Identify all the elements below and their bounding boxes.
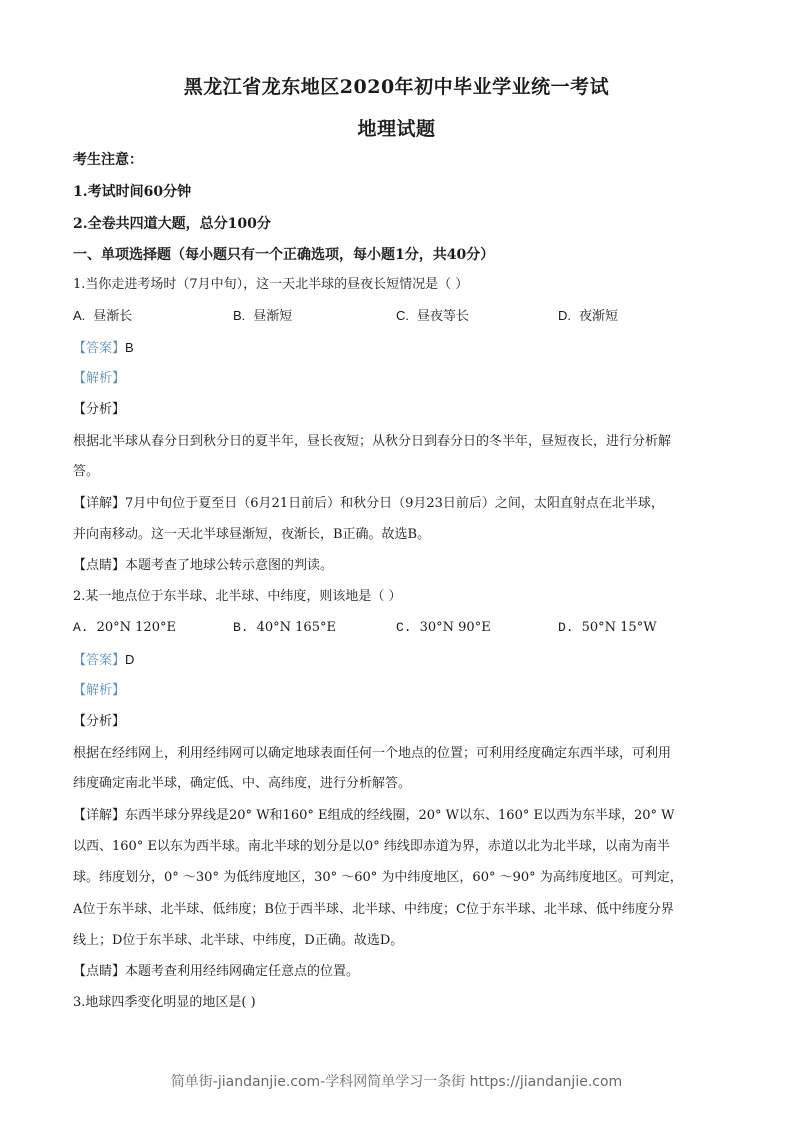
page-subtitle: 地理试题 [357,118,436,140]
answer-line [73,340,725,357]
option-d: D. 夜渐短 [558,308,619,324]
detail-text: 球。纬度划分，0° ～30° 为低纬度地区，30° ～60° 为中纬度地区，60° ～90° 为高纬度地区。可判定， [73,870,683,885]
comment-line: 【点睛】本题考查利用经纬网确定任意点的位置。 [73,964,360,979]
answer-value: D [125,652,135,667]
option-d: D. 50°N 15°W [558,620,657,635]
detail-text: 以西、160° E以东为西半球。南北半球的划分是以0° 纬线即赤道为界，赤道以北为北半球，以南为南半 [73,839,670,854]
answer-line [73,652,725,669]
detail-text: 线上；D位于东半球、北半球、中纬度，D正确。故选D。 [73,933,404,948]
comment-line: 【点睛】本题考查了地球公转示意图的判读。 [73,558,334,573]
option-c: C. 昼夜等长 [396,308,470,324]
fenxi-tag: 【分析】 [73,714,126,729]
detail-tag: 【详解】 [73,808,126,823]
section-heading: 一、单项选择题（每小题只有一个正确选项，每小题1分，共40分） [73,247,495,263]
option-a: A. 20°N 120°E [73,620,176,635]
comment-tag: 【点睛】 [73,558,126,573]
comment-tag: 【点睛】 [73,964,126,979]
option-b: B. 40°N 165°E [233,620,336,635]
detail-line: 【详解】东西半球分界线是20° W和160° E组成的经线圈，20° W以东、160° E以西为东半球，20° W [73,808,675,823]
fenxi-text: 纬度确定南北半球，确定低、中、高纬度，进行分析解答。 [73,776,412,791]
notice-item: 1.考试时间60分钟 [73,184,192,200]
detail-text: 并向南移动。这一天北半球昼渐短，夜渐长，B正确。故选B。 [73,527,431,542]
analysis-tag: 【解析】 [73,371,126,386]
notice-item: 2.全卷共四道大题，总分100分 [73,216,271,232]
fenxi-text: 根据北半球从春分日到秋分日的夏半年，昼长夜短；从秋分日到春分日的冬半年，昼短夜长，进行分析解 [73,434,672,449]
fenxi-text: 根据在经纬网上，利用经纬网可以确定地球表面任何一个地点的位置；可利用经度确定东西半球，可利用 [73,746,672,761]
question-stem: 3.地球四季变化明显的地区是( ) [73,995,256,1010]
detail-line: 【详解】7月中旬位于夏至日（6月21日前后）和秋分日（9月23日前后）之间，太阳直射点在北半球， [73,496,664,511]
option-c: C. 30°N 90°E [396,620,491,635]
detail-text: A位于东半球、北半球、低纬度；B位于西半球、北半球、中纬度；C位于东半球、北半球、低中纬度分界 [73,902,674,917]
notice-heading: 考生注意： [73,152,143,168]
answer-tag: 【答案】 [73,341,126,356]
option-b: B. 昼渐短 [233,308,293,324]
page-title: 黑龙江省龙东地区2020年初中毕业学业统一考试 [183,76,610,98]
question-stem: 1.当你走进考场时（7月中旬），这一天北半球的昼夜长短情况是（ ） [73,277,469,292]
answer-tag: 【答案】 [73,653,126,668]
question-stem: 2.某一地点位于东半球、北半球、中纬度，则该地是（ ） [73,589,402,604]
footer-watermark: 简单街-jiandanjie.com-学科网简单学习一条街 https://jiandanjie.com [170,1074,623,1090]
option-a: A. 昼渐长 [73,308,133,324]
detail-tag: 【详解】 [73,496,126,511]
fenxi-tag: 【分析】 [73,402,126,417]
fenxi-text: 答。 [73,464,100,479]
analysis-tag: 【解析】 [73,683,126,698]
answer-value: B [125,340,134,355]
